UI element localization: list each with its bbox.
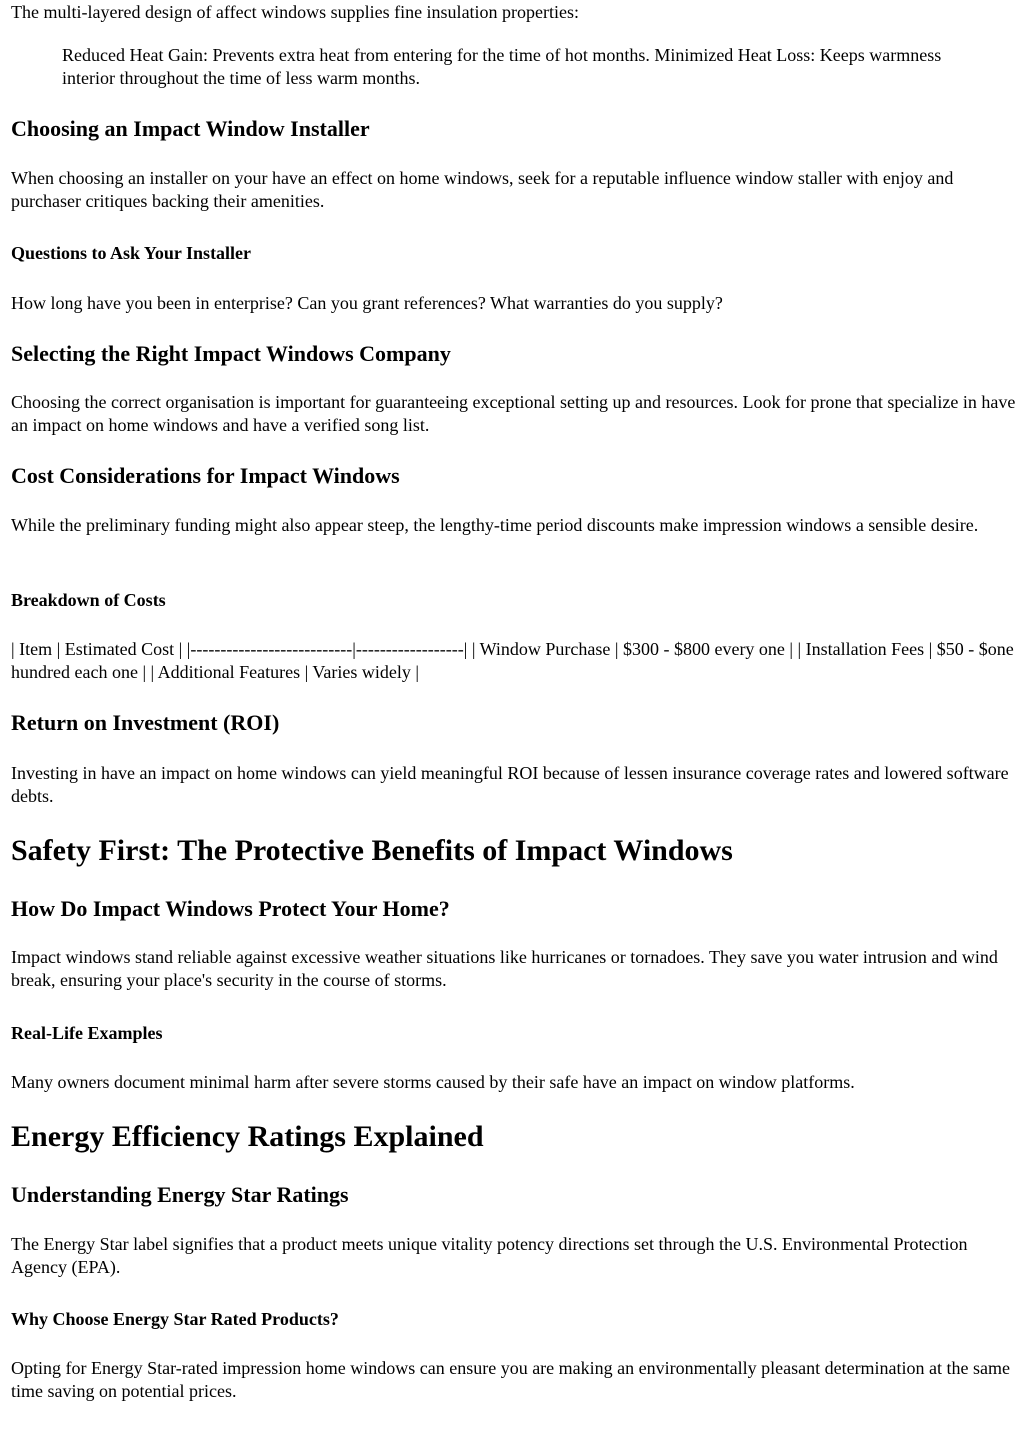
energy-heading: Energy Efficiency Ratings Explained	[11, 1120, 484, 1153]
safety-heading: Safety First: The Protective Benefits of Impact Windows	[11, 834, 733, 867]
roi-heading: Return on Investment (ROI)	[11, 710, 280, 735]
installer-heading: Choosing an Impact Window Installer	[11, 116, 370, 141]
cost-heading: Cost Considerations for Impact Windows	[11, 463, 400, 488]
insulation-blockquote: Reduced Heat Gain: Prevents extra heat from entering for the time of hot months. Minimized Heat Loss: Keeps warmness interior throughout the time of less warm months.	[62, 45, 942, 88]
examples-paragraph: Many owners document minimal harm after severe storms caused by their safe have an impact on window platforms.	[11, 1072, 855, 1092]
questions-paragraph: How long have you been in enterprise? Can you grant references? What warranties do you supply?	[11, 293, 723, 313]
questions-heading: Questions to Ask Your Installer	[11, 243, 252, 263]
cost-paragraph: While the preliminary funding might also appear steep, the lengthy-time period discounts make impression windows a sensible desire.	[11, 515, 979, 535]
why-energy-star-paragraph: Opting for Energy Star-rated impression home windows can ensure you are making an environmentally pleasant determination at the same time saving on potential prices.	[11, 1358, 1011, 1401]
cost-table-text: | Item | Estimated Cost | |---------------------------|------------------| | Window Purchase | $300 - $800 every one | | Installation Fees | $50 - $one hundred each one | | Additional Features | Varies widely |	[11, 639, 1014, 682]
installer-paragraph: When choosing an installer on your have an effect on home windows, seek for a reputable influence window staller with enjoy and purchaser critiques backing their amenities.	[11, 168, 954, 211]
breakdown-heading: Breakdown of Costs	[11, 590, 166, 610]
roi-paragraph: Investing in have an impact on home windows can yield meaningful ROI because of lessen insurance coverage rates and lowered software debts.	[11, 763, 1009, 806]
company-paragraph: Choosing the correct organisation is important for guaranteeing exceptional setting up and resources. Look for prone that specialize in have an impact on home windows and have a verified song list.	[11, 392, 1016, 435]
why-energy-star-heading: Why Choose Energy Star Rated Products?	[11, 1309, 339, 1329]
protect-paragraph: Impact windows stand reliable against excessive weather situations like hurricanes or tornadoes. They save you water intrusion and wind break, ensuring your place's security in the course of storms.	[11, 947, 998, 990]
energy-star-heading: Understanding Energy Star Ratings	[11, 1182, 349, 1207]
examples-heading: Real-Life Examples	[11, 1023, 163, 1043]
company-heading: Selecting the Right Impact Windows Company	[11, 341, 451, 366]
protect-heading: How Do Impact Windows Protect Your Home?	[11, 896, 450, 921]
energy-star-paragraph: The Energy Star label signifies that a product meets unique vitality potency directions set through the U.S. Environmental Protection Agency (EPA).	[11, 1234, 968, 1277]
intro-paragraph: The multi-layered design of affect windows supplies fine insulation properties:	[11, 2, 580, 22]
